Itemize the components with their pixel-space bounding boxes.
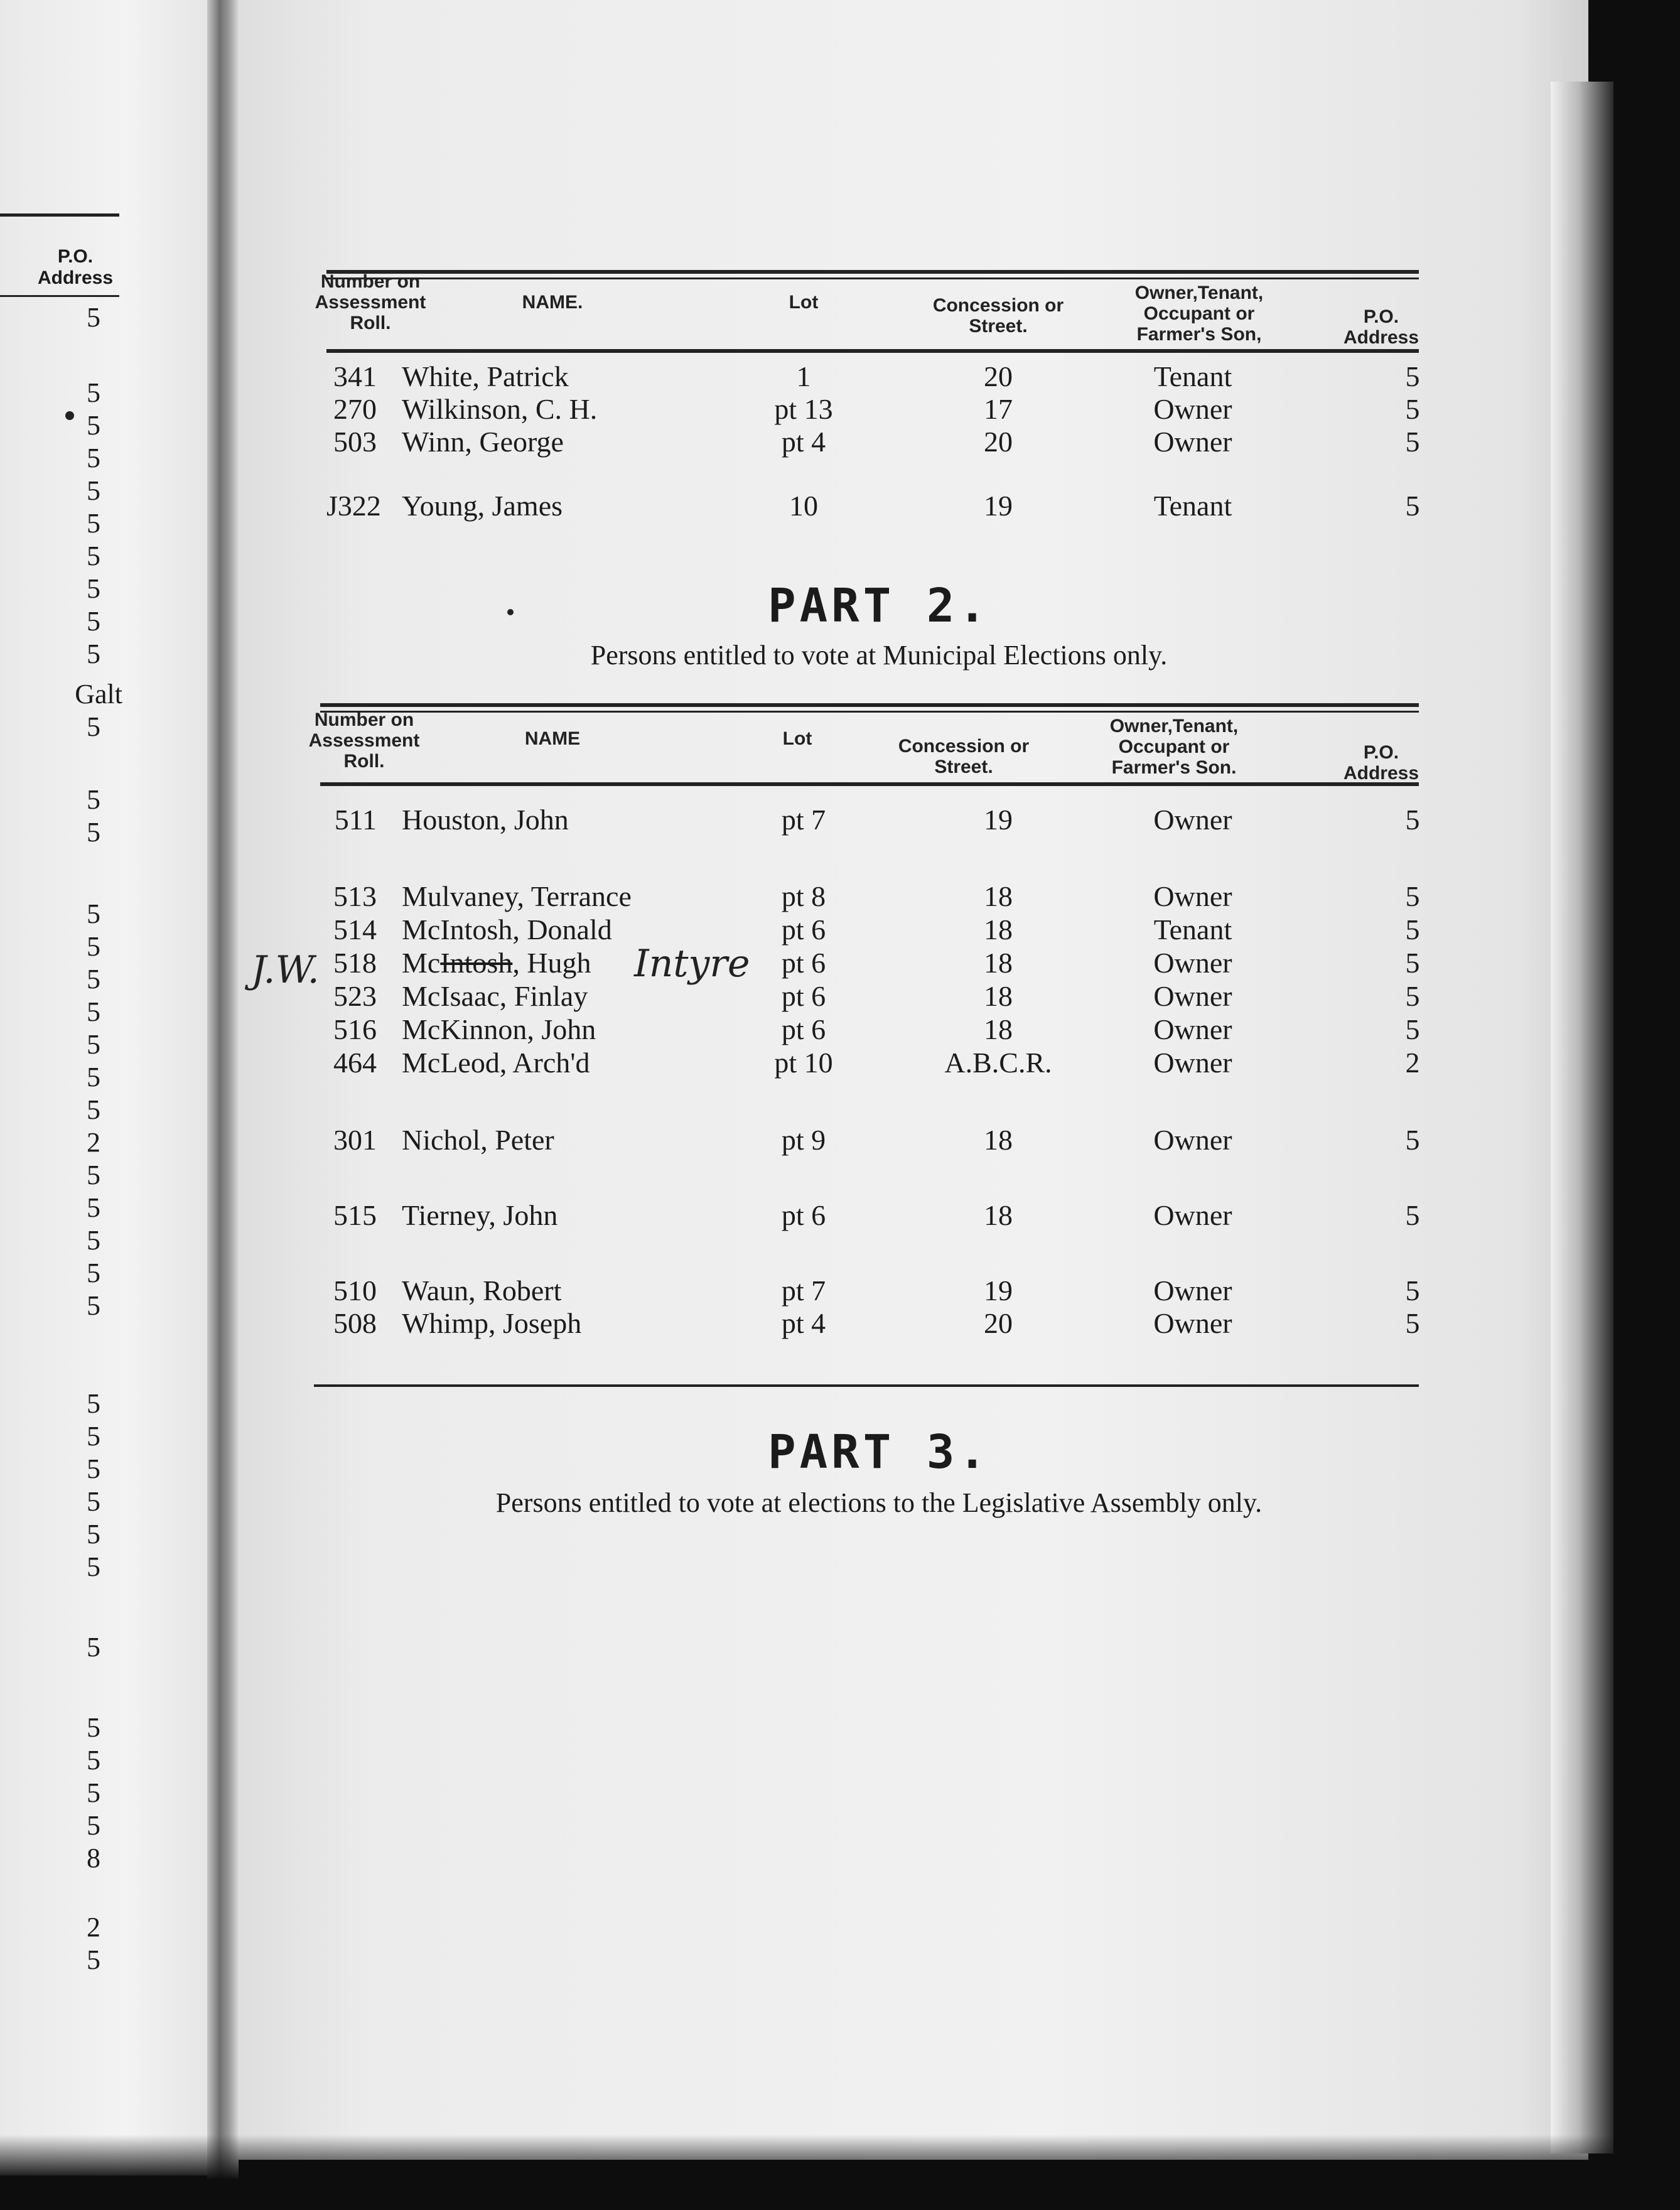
- part2-header-rule-top: [320, 703, 1419, 707]
- part2-col-name-header: NAME: [524, 728, 581, 749]
- owner-status: Owner: [1153, 1013, 1232, 1045]
- owner-status: Tenant: [1153, 914, 1232, 946]
- roll-number: 508: [333, 1307, 377, 1339]
- owner-status: Owner: [1153, 1307, 1232, 1339]
- voter-name: Waun, Robert: [402, 1275, 562, 1307]
- left-po-value: 5: [87, 606, 100, 637]
- part2-end-rule: [314, 1384, 1419, 1387]
- concession: 18: [984, 880, 1013, 912]
- concession: 18: [984, 914, 1013, 946]
- roll-number: J322: [326, 490, 381, 522]
- table-row: [0, 1307, 1680, 1340]
- lot: pt 10: [774, 1047, 833, 1079]
- left-po-value: 5: [87, 1632, 100, 1663]
- left-po-value: 5: [87, 1421, 100, 1452]
- po-address: 2: [1405, 1047, 1420, 1079]
- left-po-value: 5: [87, 443, 100, 473]
- bottom-shadow: [0, 2135, 1680, 2210]
- voter-name: Houston, John: [402, 804, 569, 836]
- left-po-value: 5: [87, 1388, 100, 1419]
- owner-status: Owner: [1153, 393, 1232, 425]
- left-po-value: 5: [87, 1944, 100, 1975]
- concession: 18: [984, 947, 1013, 979]
- owner-status: Owner: [1153, 880, 1232, 912]
- left-po-value: 5: [87, 573, 100, 604]
- voter-name: Winn, George: [402, 426, 564, 458]
- part2-header-rule-top-2: [320, 711, 1419, 713]
- table-row: [0, 1199, 1680, 1232]
- left-po-value: 5: [87, 1519, 100, 1550]
- left-po-value: 5: [87, 302, 100, 333]
- roll-number: 301: [333, 1124, 377, 1156]
- concession: 18: [984, 1124, 1013, 1156]
- left-po-value: 2: [87, 1912, 100, 1943]
- left-po-value: 5: [87, 817, 100, 848]
- header-rule-bottom: [326, 349, 1419, 353]
- left-po-value: 5: [87, 475, 100, 506]
- header-rule-top-2: [326, 278, 1419, 279]
- owner-status: Owner: [1153, 1047, 1232, 1079]
- concession: 19: [984, 490, 1013, 522]
- roll-number: 515: [333, 1199, 377, 1231]
- left-po-value: 5: [87, 1810, 100, 1841]
- ink-speck-2: [507, 609, 514, 615]
- lot: pt 6: [781, 914, 826, 946]
- lot: pt 6: [781, 980, 826, 1012]
- left-header-rule-top: [0, 213, 119, 217]
- left-po-value: 5: [87, 898, 100, 929]
- concession: 18: [984, 1199, 1013, 1231]
- left-po-value: 8: [87, 1843, 100, 1873]
- left-po-value: 5: [87, 1192, 100, 1223]
- left-po-value: 5: [87, 541, 100, 571]
- part2-subtitle: Persons entitled to vote at Municipal Elections only.: [590, 640, 1168, 671]
- left-po-value: 5: [87, 931, 100, 962]
- left-po-value: 5: [87, 711, 100, 742]
- table-row: [0, 360, 1680, 393]
- table-row: [0, 1047, 1680, 1079]
- left-po-value: 5: [87, 1777, 100, 1808]
- po-address: 5: [1405, 1124, 1420, 1156]
- left-po-value: 5: [87, 1712, 100, 1743]
- lot: pt 7: [781, 1275, 826, 1307]
- left-po-header-line2: Address: [37, 267, 114, 288]
- left-po-value: 5: [87, 1225, 100, 1256]
- owner-status: Owner: [1153, 1124, 1232, 1156]
- left-po-value: 5: [87, 1094, 100, 1125]
- voter-name-part: , Hugh: [512, 947, 591, 979]
- left-po-value: 5: [87, 508, 100, 539]
- left-po-value: 5: [87, 410, 100, 441]
- table-row: [0, 914, 1680, 946]
- part3-title: PART 3.: [768, 1425, 990, 1479]
- roll-number: 518: [333, 947, 377, 979]
- owner-status: Owner: [1153, 426, 1232, 458]
- left-po-value: 5: [87, 1258, 100, 1288]
- handwritten-correction: Intyre: [634, 942, 750, 986]
- roll-number: 503: [333, 426, 377, 458]
- lot: pt 13: [774, 393, 833, 425]
- col-po-header: P.O. Address: [1343, 306, 1419, 348]
- left-po-value: 5: [87, 784, 100, 815]
- handwritten-initials: J.W.: [251, 948, 320, 992]
- table-row: [0, 1275, 1680, 1307]
- concession: 20: [984, 1307, 1013, 1339]
- voter-name-part: Mc: [402, 947, 441, 979]
- owner-status: Owner: [1153, 1275, 1232, 1307]
- voter-name: McIntosh, Donald: [402, 914, 612, 946]
- voter-name: Nichol, Peter: [402, 1124, 554, 1156]
- owner-status: Tenant: [1153, 490, 1232, 522]
- concession: 19: [984, 1275, 1013, 1307]
- left-po-value: 5: [87, 1290, 100, 1321]
- roll-number: 513: [333, 880, 377, 912]
- voter-name: Tierney, John: [402, 1199, 558, 1231]
- roll-number: 270: [333, 393, 377, 425]
- concession: 20: [984, 426, 1013, 458]
- left-po-value: 5: [87, 1160, 100, 1190]
- voter-name: McIsaac, Finlay: [402, 980, 588, 1012]
- left-po-value: 5: [87, 1453, 100, 1484]
- struck-through-text: Intosh: [440, 947, 513, 979]
- po-address: 5: [1405, 490, 1420, 522]
- po-address: 5: [1405, 880, 1420, 912]
- lot: pt 9: [781, 1124, 826, 1156]
- voter-name: McKinnon, John: [402, 1013, 596, 1045]
- owner-status: Owner: [1153, 1199, 1232, 1231]
- owner-status: Owner: [1153, 980, 1232, 1012]
- left-po-value: 5: [87, 1062, 100, 1092]
- left-po-header: [25, 246, 126, 289]
- po-address: 5: [1405, 1199, 1420, 1231]
- po-address: 5: [1405, 1307, 1420, 1339]
- roll-number: 341: [333, 360, 377, 392]
- left-po-value: Galt: [75, 679, 122, 709]
- left-po-value: 5: [87, 1745, 100, 1776]
- col-lot-header: Lot: [789, 292, 819, 313]
- roll-number: 514: [333, 914, 377, 946]
- lot: 10: [789, 490, 818, 522]
- table-row: [0, 1013, 1680, 1046]
- book-gutter: [207, 0, 239, 2185]
- voter-name: Whimp, Joseph: [402, 1307, 582, 1339]
- owner-status: Owner: [1153, 804, 1232, 836]
- table-row: [0, 426, 1680, 458]
- owner-status: Tenant: [1153, 360, 1232, 392]
- roll-number: 511: [334, 804, 377, 836]
- table-row: [0, 804, 1680, 836]
- left-po-value: 5: [87, 1551, 100, 1582]
- part2-title: PART 2.: [768, 579, 990, 633]
- concession: 17: [984, 393, 1013, 425]
- lot: pt 8: [781, 880, 826, 912]
- left-po-value: 5: [87, 639, 100, 669]
- lot: 1: [796, 360, 811, 392]
- concession: A.B.C.R.: [944, 1047, 1052, 1079]
- po-address: 5: [1405, 980, 1420, 1012]
- left-po-value: 2: [87, 1127, 100, 1158]
- roll-number: 510: [333, 1275, 377, 1307]
- col-number-header: Number on Assessment Roll.: [315, 271, 426, 333]
- left-po-value: 5: [87, 1486, 100, 1517]
- po-address: 5: [1405, 1013, 1420, 1045]
- left-po-value: 5: [87, 964, 100, 994]
- voter-name: [402, 947, 591, 979]
- table-row: [0, 1124, 1680, 1156]
- lot: pt 6: [781, 1013, 826, 1045]
- po-address: 5: [1405, 1275, 1420, 1307]
- lot: pt 7: [781, 804, 826, 836]
- left-po-value: 5: [87, 996, 100, 1027]
- po-address: 5: [1405, 804, 1420, 836]
- concession: 18: [984, 980, 1013, 1012]
- table-row: [0, 880, 1680, 913]
- lot: pt 4: [781, 1307, 826, 1339]
- owner-status: Owner: [1153, 947, 1232, 979]
- po-address: 5: [1405, 914, 1420, 946]
- col-name-header: NAME.: [522, 292, 583, 313]
- lot: pt 6: [781, 947, 826, 979]
- part2-col-lot-header: Lot: [782, 728, 812, 749]
- col-owner-header: Owner,Tenant, Occupant or Farmer's Son,: [1134, 283, 1264, 345]
- left-po-value: 5: [87, 377, 100, 408]
- left-po-value: 5: [87, 1029, 100, 1060]
- concession: 20: [984, 360, 1013, 392]
- po-address: 5: [1405, 393, 1420, 425]
- roll-number: 523: [333, 980, 377, 1012]
- part2-col-concession-header: Concession or Street.: [898, 736, 1030, 777]
- lot: pt 6: [781, 1199, 826, 1231]
- roll-number: 464: [333, 1047, 377, 1079]
- po-address: 5: [1405, 947, 1420, 979]
- po-address: 5: [1405, 426, 1420, 458]
- roll-number: 516: [333, 1013, 377, 1045]
- part3-subtitle: Persons entitled to vote at elections to the Legislative Assembly only.: [495, 1487, 1263, 1518]
- part2-col-po-header: P.O. Address: [1343, 742, 1419, 784]
- left-po-header-line1: P.O.: [57, 246, 94, 267]
- voter-name: Wilkinson, C. H.: [402, 393, 598, 425]
- part2-col-number-header: Number on Assessment Roll.: [308, 709, 420, 772]
- part2-header-rule-bottom: [320, 782, 1419, 786]
- table-row: [0, 490, 1680, 522]
- po-address: 5: [1405, 360, 1420, 392]
- voter-name: Young, James: [402, 490, 563, 522]
- concession: 18: [984, 1013, 1013, 1045]
- part2-col-owner-header: Owner,Tenant, Occupant or Farmer's Son.: [1109, 716, 1239, 778]
- voter-name: White, Patrick: [402, 360, 569, 392]
- header-rule-top: [326, 270, 1419, 274]
- col-concession-header: Concession or Street.: [932, 295, 1064, 337]
- lot: pt 4: [781, 426, 826, 458]
- table-row: [0, 393, 1680, 426]
- voter-name: McLeod, Arch'd: [402, 1047, 590, 1079]
- left-header-rule-bottom: [0, 295, 119, 297]
- voter-name: Mulvaney, Terrance: [402, 880, 632, 912]
- concession: 19: [984, 804, 1013, 836]
